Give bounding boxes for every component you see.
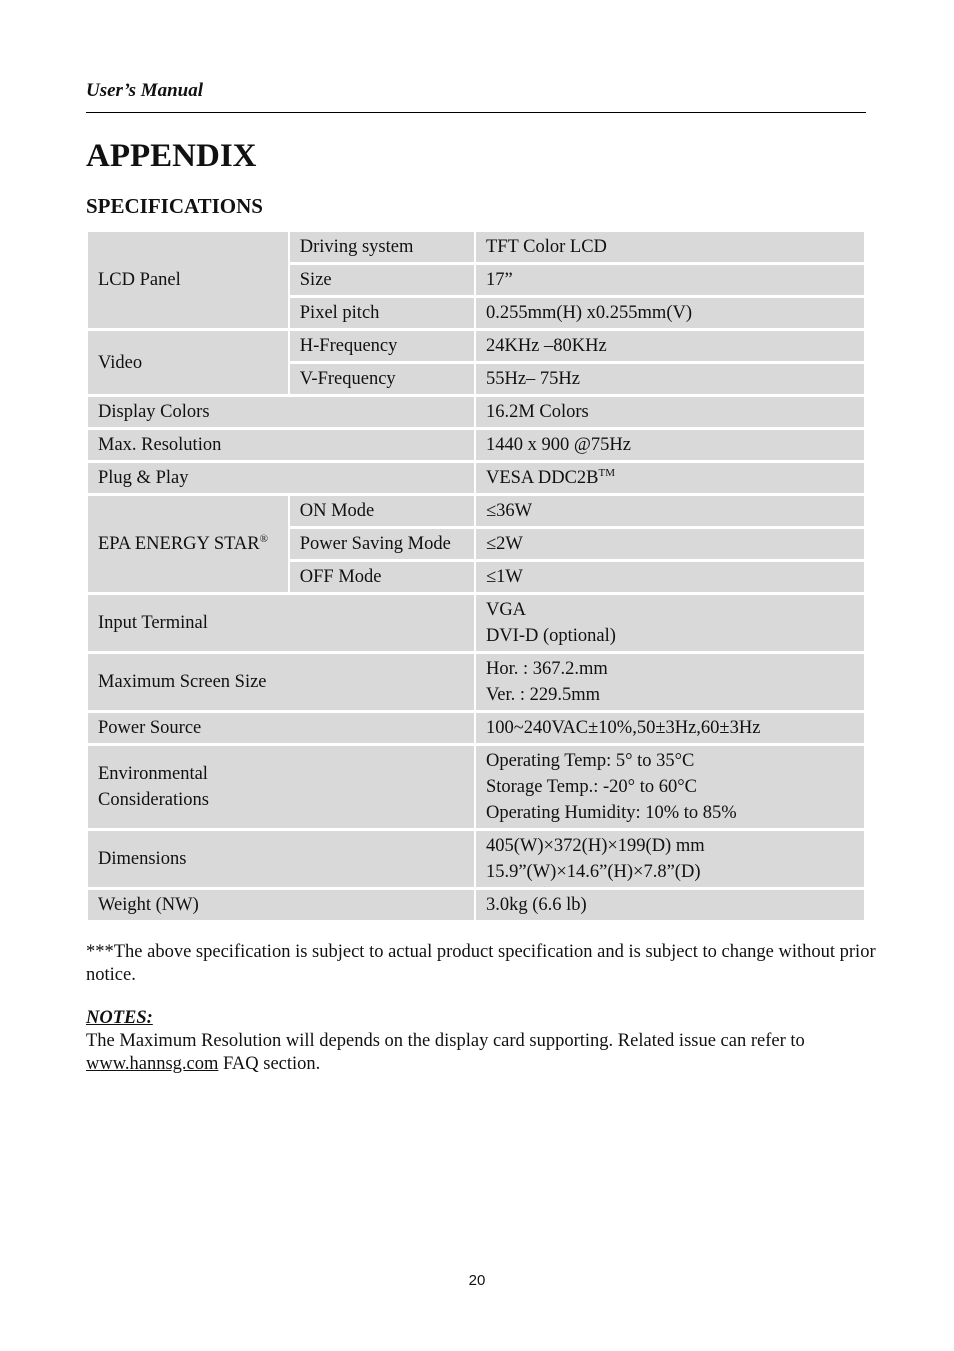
value-line: Ver. : 229.5mm xyxy=(485,685,601,705)
running-header: User’s Manual xyxy=(86,80,204,101)
table-row xyxy=(88,430,864,460)
table-row xyxy=(88,746,864,828)
table-cell-sublabel: V-Frequency xyxy=(290,364,474,394)
table-row xyxy=(88,831,864,887)
table-row xyxy=(88,331,864,361)
table-cell-sublabel: H-Frequency xyxy=(290,331,474,361)
table-row xyxy=(88,713,864,743)
specification-footnote: ***The above specification is subject to actual product specification and is subject to change without prior notice. xyxy=(86,942,876,985)
table-cell-sublabel: Power Saving Mode xyxy=(290,529,474,559)
label-line: Considerations xyxy=(98,790,209,810)
table-cell-label: Plug & Play xyxy=(88,463,474,493)
value-line: DVI-D (optional) xyxy=(485,626,616,646)
value-line: Hor. : 367.2.mm xyxy=(485,659,608,679)
table-row xyxy=(88,232,864,262)
table-row xyxy=(88,463,864,493)
table-cell-value: 17” xyxy=(476,265,864,295)
value-line: 405(W)×372(H)×199(D) mm xyxy=(485,836,705,856)
table-cell-value: 24KHz –80KHz xyxy=(476,331,864,361)
trademark-sup: TM xyxy=(598,466,616,479)
table-cell-label: Power Source xyxy=(88,713,474,743)
table-cell-sublabel: OFF Mode xyxy=(290,562,474,592)
section-title: SPECIFICATIONS xyxy=(86,194,263,218)
notes-text-before: The Maximum Resolution will depends on the display card supporting. Related issue can refer to xyxy=(86,1031,805,1051)
table-cell-label: LCD Panel xyxy=(88,232,288,328)
table-cell-sublabel: Driving system xyxy=(290,232,474,262)
table-cell-label: Weight (NW) xyxy=(88,890,474,920)
table-cell-value: ≤1W xyxy=(476,562,864,592)
table-cell-label: Max. Resolution xyxy=(88,430,474,460)
table-cell-label: Input Terminal xyxy=(88,595,474,651)
table-cell-value: 16.2M Colors xyxy=(476,397,864,427)
table-cell-sublabel: Pixel pitch xyxy=(290,298,474,328)
table-cell-value xyxy=(476,654,864,710)
table-row xyxy=(88,496,864,526)
notes-text-after: FAQ section. xyxy=(218,1054,321,1074)
table-cell-label: Display Colors xyxy=(88,397,474,427)
value-line: Storage Temp.: -20° to 60°C xyxy=(485,777,697,797)
table-cell-value: ≤2W xyxy=(476,529,864,559)
table-cell-sublabel: ON Mode xyxy=(290,496,474,526)
table-cell-value xyxy=(476,746,864,828)
table-cell-value: TFT Color LCD xyxy=(476,232,864,262)
table-cell-value xyxy=(476,831,864,887)
page-number: 20 xyxy=(468,1272,486,1289)
table-cell-label xyxy=(88,746,474,828)
table-cell-label: Dimensions xyxy=(88,831,474,887)
value-line: VGA xyxy=(485,600,527,620)
table-row xyxy=(88,397,864,427)
table-cell-label: Maximum Screen Size xyxy=(88,654,474,710)
table-row xyxy=(88,654,864,710)
registered-sup: ® xyxy=(259,532,268,545)
table-row xyxy=(88,890,864,920)
page-title: APPENDIX xyxy=(86,138,257,174)
header-rule xyxy=(86,112,866,113)
table-cell-sublabel: Size xyxy=(290,265,474,295)
table-cell-value: 55Hz– 75Hz xyxy=(476,364,864,394)
table-cell-value: 100~240VAC±10%,50±3Hz,60±3Hz xyxy=(476,713,864,743)
table-cell-value: 0.255mm(H) x0.255mm(V) xyxy=(476,298,864,328)
value-line: Operating Temp: 5° to 35°C xyxy=(485,751,695,771)
notes-text xyxy=(86,1030,876,1076)
table-cell-value xyxy=(476,595,864,651)
table-cell-value: 3.0kg (6.6 lb) xyxy=(476,890,864,920)
table-row xyxy=(88,595,864,651)
value-line: 15.9”(W)×14.6”(H)×7.8”(D) xyxy=(485,862,701,882)
value-text: VESA DDC2B xyxy=(485,468,599,488)
value-line: Operating Humidity: 10% to 85% xyxy=(485,803,737,823)
label-line: Environmental xyxy=(98,764,208,784)
notes-heading: NOTES: xyxy=(86,1008,153,1028)
table-cell-label xyxy=(88,496,288,592)
table-cell-value: ≤36W xyxy=(476,496,864,526)
table-cell-value xyxy=(476,463,864,493)
table-cell-value: 1440 x 900 @75Hz xyxy=(476,430,864,460)
website-link[interactable]: www.hannsg.com xyxy=(86,1054,219,1074)
table-cell-label: Video xyxy=(88,331,288,394)
label-text: EPA ENERGY STAR xyxy=(98,534,260,554)
specifications-table xyxy=(86,229,866,923)
